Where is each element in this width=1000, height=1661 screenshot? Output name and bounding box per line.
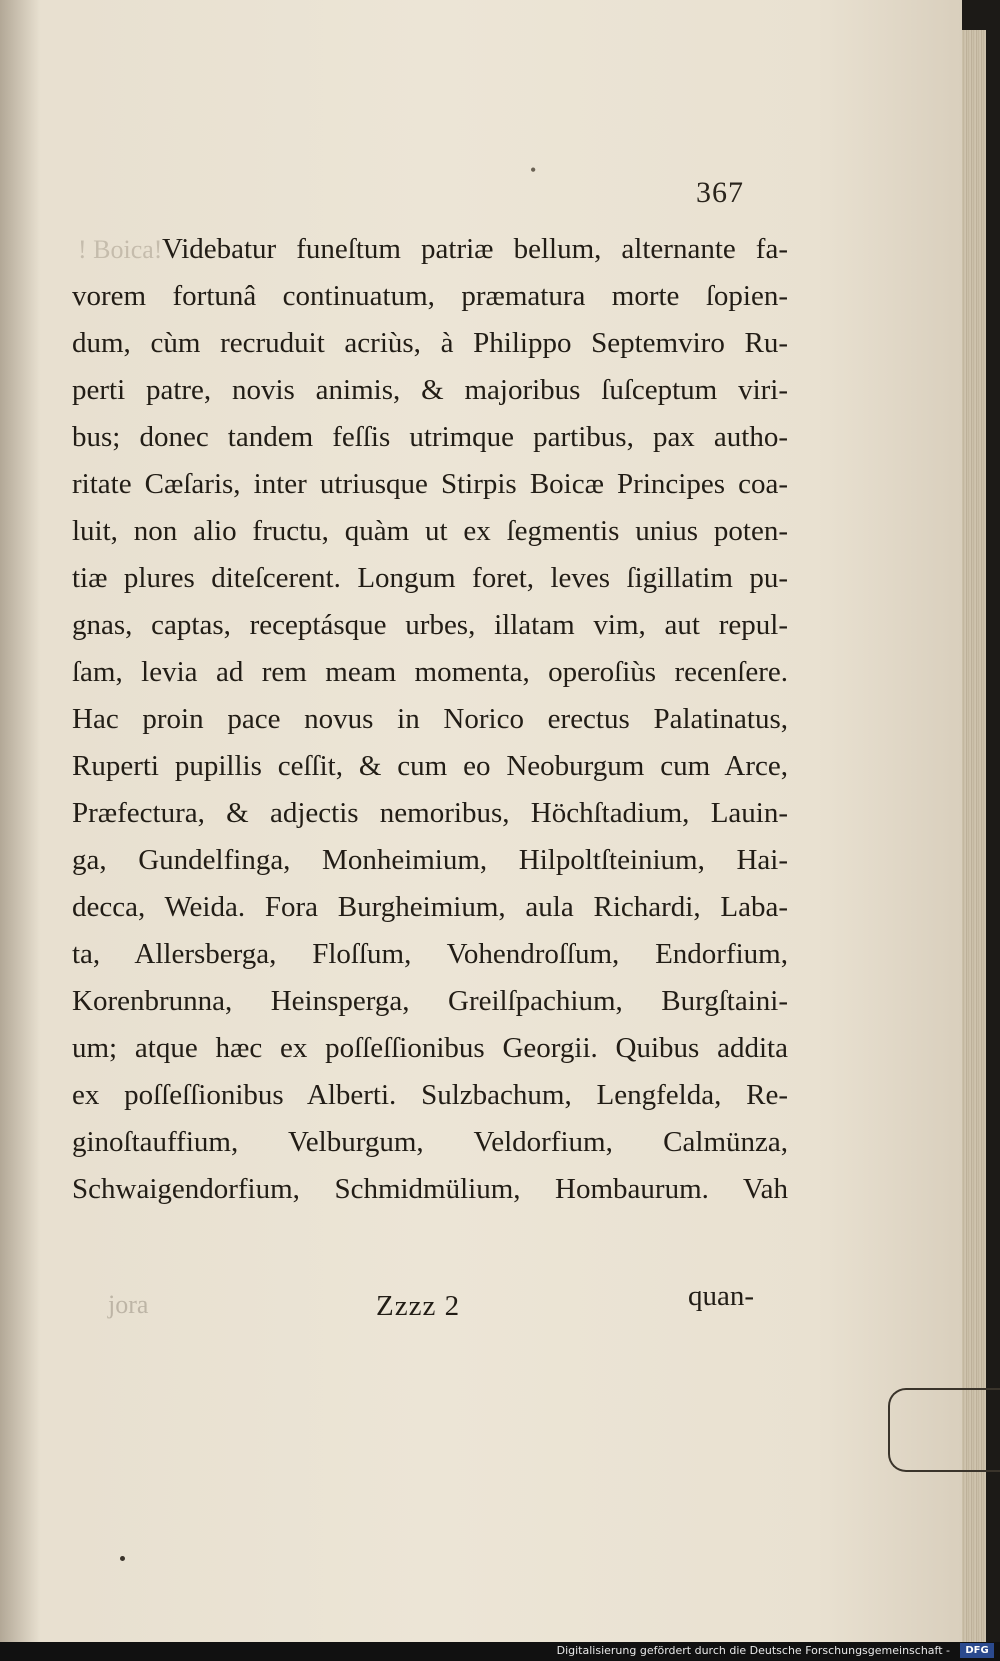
text-line: ſam, levia ad rem meam momenta, operoſiùs recenſere. [72, 656, 788, 688]
bleed-through-text-bottom: jora [108, 1290, 149, 1319]
text-line: Hac proin pace novus in Norico erectus Palatinatus, [72, 703, 788, 735]
text-line: ginoſtauffium, Velburgum, Veldorfium, Calmünza, [72, 1126, 788, 1158]
text-line: vorem fortunâ continuatum, præmatura morte ſopien- [72, 280, 788, 312]
ink-dot [120, 1556, 125, 1561]
text-line: tiæ plures diteſcerent. Longum foret, leves ſigillatim pu- [72, 562, 788, 594]
text-line: ritate Cæſaris, inter utriusque Stirpis Boicæ Principes coa- [72, 468, 788, 500]
text-line: decca, Weida. Fora Burgheimium, aula Richardi, Laba- [72, 891, 788, 923]
text-line: bus; donec tandem feſſis utrimque partibus, pax autho- [72, 421, 788, 453]
catchword: quan- [688, 1280, 755, 1312]
text-line: Præfectura, & adjectis nemoribus, Höchſtadium, Lauin- [72, 797, 788, 829]
binding-shadow [0, 0, 40, 1642]
ink-mark: • [530, 160, 537, 180]
bleed-through-text-top: ! Boica! [78, 235, 163, 264]
text-line: ex poſſeſſionibus Alberti. Sulzbachum, Lengfelda, Re- [72, 1079, 788, 1111]
page-number: 367 [696, 176, 744, 209]
signature-mark: Zzzz 2 [376, 1290, 461, 1322]
footer-credit: Digitalisierung gefördert durch die Deutsche Forschungsgemeinschaft - [556, 1644, 950, 1657]
body-text [72, 226, 788, 1213]
text-line: Videbatur funeſtum patriæ bellum, alternante fa- [162, 233, 788, 265]
dfg-logo: DFG [960, 1643, 994, 1658]
text-line: ga, Gundelfinga, Monheimium, Hilpoltſteinium, Hai- [72, 844, 788, 876]
text-line: perti patre, novis animis, & majoribus ſuſceptum viri- [72, 374, 788, 406]
page-tab-marker [888, 1388, 1000, 1472]
text-line: um; atque hæc ex poſſeſſionibus Georgii. Quibus addita [72, 1032, 788, 1064]
text-line: luit, non alio fructu, quàm ut ex ſegmentis unius poten- [72, 515, 788, 547]
text-line: gnas, captas, receptásque urbes, illatam vim, aut repul- [72, 609, 788, 641]
text-line: ta, Allersberga, Floſſum, Vohendroſſum, Endorfium, [72, 938, 788, 970]
text-line: dum, cùm recruduit acriùs, à Philippo Septemviro Ru- [72, 327, 788, 359]
text-line: Ruperti pupillis ceſſit, & cum eo Neoburgum cum Arce, [72, 750, 788, 782]
text-line: Schwaigendorfium, Schmidmülium, Hombaurum. Vah [72, 1173, 788, 1205]
text-line: Korenbrunna, Heinsperga, Greilſpachium, Burgſtaini- [72, 985, 788, 1017]
